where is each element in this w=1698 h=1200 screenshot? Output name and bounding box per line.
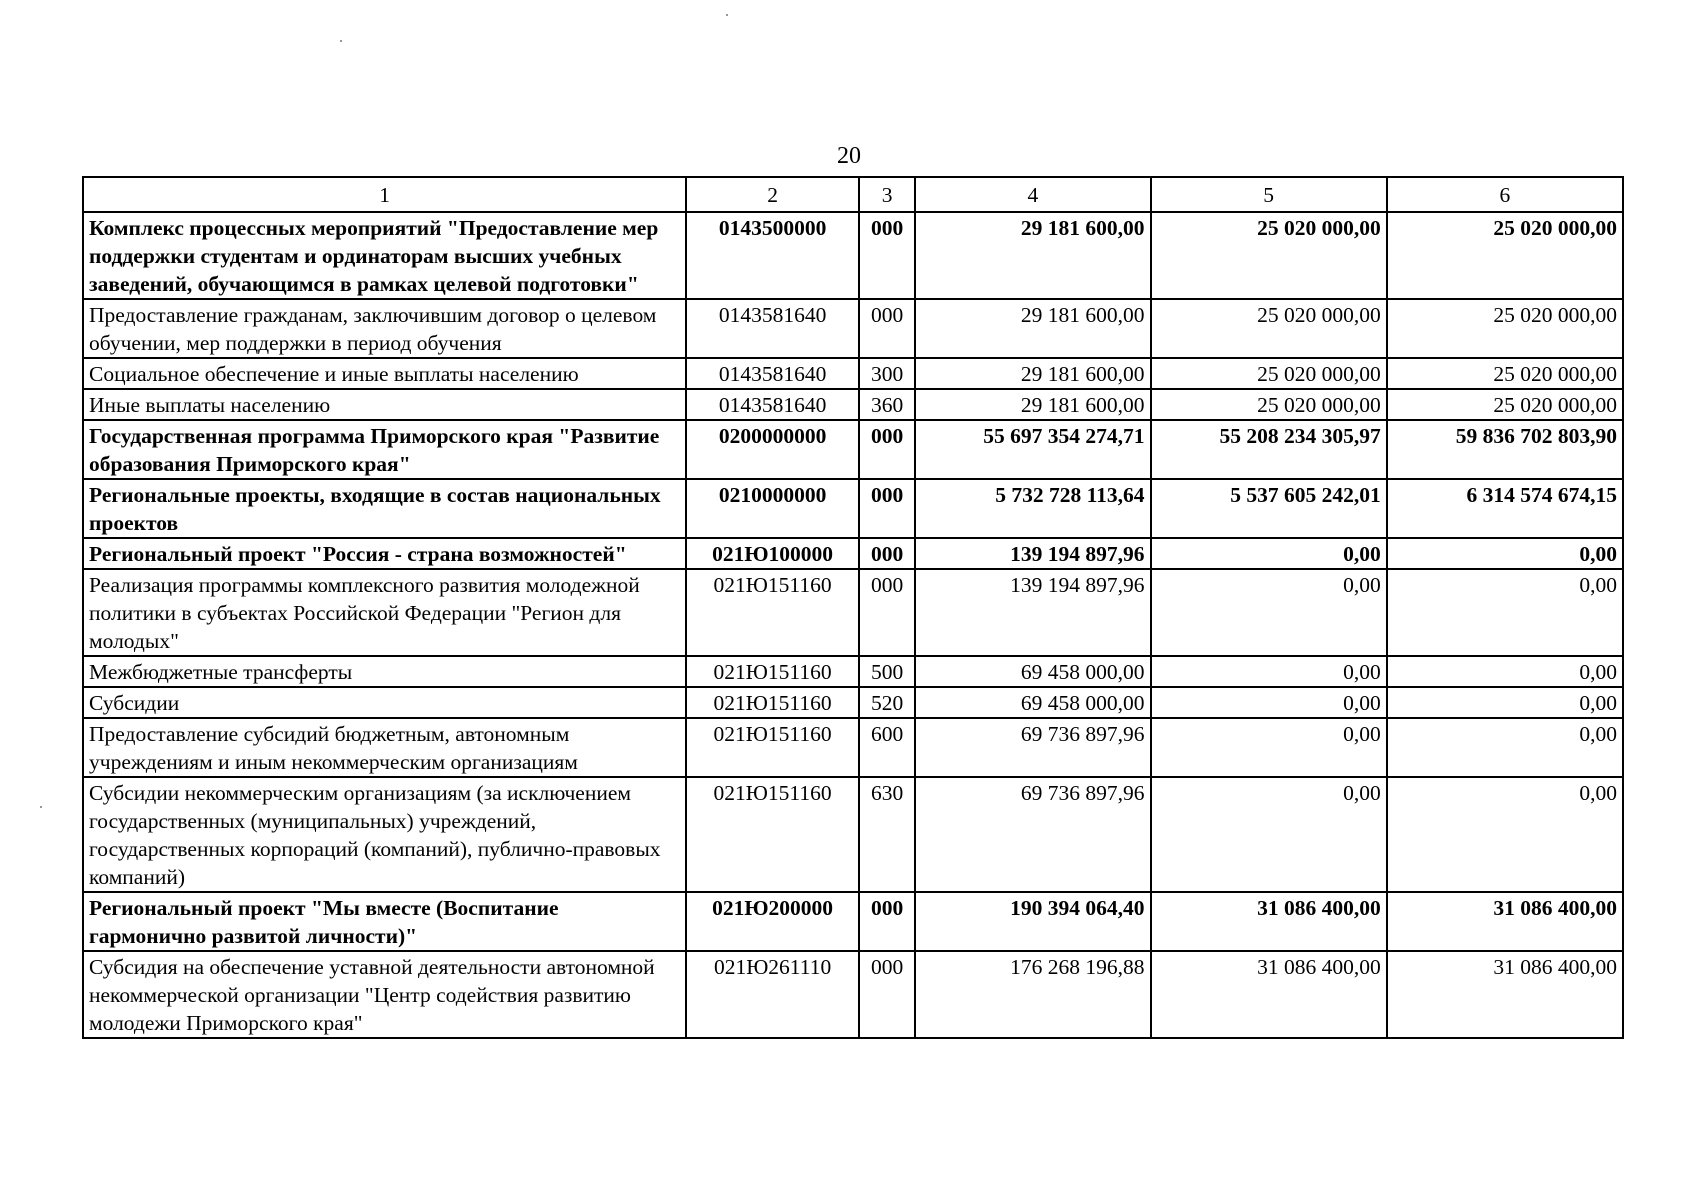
column-header: 2 xyxy=(686,177,859,212)
table-row xyxy=(83,718,1623,777)
row-value-col5: 0,00 xyxy=(1151,538,1387,569)
row-value-col5: 0,00 xyxy=(1151,656,1387,687)
row-value-col5: 0,00 xyxy=(1151,687,1387,718)
row-name-cell: Региональный проект "Мы вместе (Воспитание гармонично развитой личности)" xyxy=(83,892,686,951)
table-row xyxy=(83,951,1623,1038)
row-value-col4: 5 732 728 113,64 xyxy=(915,479,1150,538)
row-code-cell: 021Ю100000 xyxy=(686,538,859,569)
row-kind-cell: 600 xyxy=(859,718,915,777)
row-name-cell: Государственная программа Приморского края "Развитие образования Приморского края" xyxy=(83,420,686,479)
table-header-row xyxy=(83,177,1623,212)
row-value-col6: 0,00 xyxy=(1387,538,1623,569)
row-value-col4: 69 458 000,00 xyxy=(915,656,1150,687)
table-row xyxy=(83,569,1623,656)
row-name-cell: Иные выплаты населению xyxy=(83,389,686,420)
row-value-col6: 0,00 xyxy=(1387,569,1623,656)
row-kind-cell: 360 xyxy=(859,389,915,420)
row-value-col4: 69 736 897,96 xyxy=(915,777,1150,892)
row-kind-cell: 000 xyxy=(859,420,915,479)
row-code-cell: 0210000000 xyxy=(686,479,859,538)
row-kind-cell: 000 xyxy=(859,569,915,656)
row-value-col6: 31 086 400,00 xyxy=(1387,951,1623,1038)
row-value-col6: 25 020 000,00 xyxy=(1387,358,1623,389)
row-value-col6: 25 020 000,00 xyxy=(1387,212,1623,299)
row-value-col5: 31 086 400,00 xyxy=(1151,892,1387,951)
row-name-cell: Региональные проекты, входящие в состав национальных проектов xyxy=(83,479,686,538)
row-kind-cell: 000 xyxy=(859,212,915,299)
row-value-col4: 29 181 600,00 xyxy=(915,358,1150,389)
table-row xyxy=(83,656,1623,687)
row-kind-cell: 000 xyxy=(859,299,915,358)
row-value-col4: 29 181 600,00 xyxy=(915,389,1150,420)
row-name-cell: Предоставление гражданам, заключившим договор о целевом обучении, мер поддержки в период обучения xyxy=(83,299,686,358)
table-row xyxy=(83,212,1623,299)
row-value-col4: 190 394 064,40 xyxy=(915,892,1150,951)
row-value-col5: 25 020 000,00 xyxy=(1151,389,1387,420)
row-name-cell: Социальное обеспечение и иные выплаты населению xyxy=(83,358,686,389)
table-row xyxy=(83,892,1623,951)
budget-table xyxy=(82,176,1624,1039)
table-row xyxy=(83,777,1623,892)
table-row xyxy=(83,420,1623,479)
row-kind-cell: 630 xyxy=(859,777,915,892)
row-code-cell: 021Ю151160 xyxy=(686,718,859,777)
row-value-col5: 25 020 000,00 xyxy=(1151,212,1387,299)
page-number: 20 xyxy=(837,143,861,169)
table-row xyxy=(83,687,1623,718)
row-name-cell: Межбюджетные трансферты xyxy=(83,656,686,687)
row-value-col4: 69 458 000,00 xyxy=(915,687,1150,718)
table-row xyxy=(83,538,1623,569)
row-name-cell: Субсидия на обеспечение уставной деятельности автономной некоммерческой организации "Центр содействия развитию молодежи Приморского края" xyxy=(83,951,686,1038)
scan-speck xyxy=(340,40,342,42)
row-value-col5: 55 208 234 305,97 xyxy=(1151,420,1387,479)
scan-speck xyxy=(40,806,42,808)
row-code-cell: 021Ю151160 xyxy=(686,656,859,687)
row-code-cell: 0143500000 xyxy=(686,212,859,299)
row-value-col6: 31 086 400,00 xyxy=(1387,892,1623,951)
column-header: 4 xyxy=(915,177,1150,212)
row-value-col4: 55 697 354 274,71 xyxy=(915,420,1150,479)
row-value-col4: 139 194 897,96 xyxy=(915,569,1150,656)
row-name-cell: Реализация программы комплексного развития молодежной политики в субъектах Российской Федерации "Регион для молодых" xyxy=(83,569,686,656)
row-value-col6: 25 020 000,00 xyxy=(1387,389,1623,420)
row-value-col4: 139 194 897,96 xyxy=(915,538,1150,569)
row-code-cell: 021Ю200000 xyxy=(686,892,859,951)
row-value-col5: 25 020 000,00 xyxy=(1151,299,1387,358)
row-value-col4: 29 181 600,00 xyxy=(915,212,1150,299)
row-value-col5: 0,00 xyxy=(1151,718,1387,777)
row-code-cell: 0143581640 xyxy=(686,358,859,389)
table-row xyxy=(83,358,1623,389)
row-name-cell: Субсидии xyxy=(83,687,686,718)
row-value-col6: 59 836 702 803,90 xyxy=(1387,420,1623,479)
row-value-col6: 0,00 xyxy=(1387,718,1623,777)
row-code-cell: 0143581640 xyxy=(686,389,859,420)
row-kind-cell: 300 xyxy=(859,358,915,389)
row-value-col5: 31 086 400,00 xyxy=(1151,951,1387,1038)
column-header: 5 xyxy=(1151,177,1387,212)
column-header: 1 xyxy=(83,177,686,212)
row-value-col5: 5 537 605 242,01 xyxy=(1151,479,1387,538)
scan-speck xyxy=(726,14,728,16)
row-kind-cell: 000 xyxy=(859,892,915,951)
row-kind-cell: 000 xyxy=(859,951,915,1038)
row-value-col5: 25 020 000,00 xyxy=(1151,358,1387,389)
column-header: 3 xyxy=(859,177,915,212)
row-code-cell: 021Ю151160 xyxy=(686,569,859,656)
row-kind-cell: 500 xyxy=(859,656,915,687)
row-name-cell: Предоставление субсидий бюджетным, автономным учреждениям и иным некоммерческим организациям xyxy=(83,718,686,777)
row-code-cell: 0200000000 xyxy=(686,420,859,479)
table-row xyxy=(83,299,1623,358)
row-value-col4: 176 268 196,88 xyxy=(915,951,1150,1038)
row-value-col4: 69 736 897,96 xyxy=(915,718,1150,777)
row-value-col6: 0,00 xyxy=(1387,687,1623,718)
row-value-col5: 0,00 xyxy=(1151,777,1387,892)
row-value-col6: 0,00 xyxy=(1387,777,1623,892)
table-row xyxy=(83,479,1623,538)
row-name-cell: Субсидии некоммерческим организациям (за исключением государственных (муниципальных) учреждений, государственных корпораций (компаний), публично-правовых компаний) xyxy=(83,777,686,892)
table-body xyxy=(83,212,1623,1038)
row-value-col4: 29 181 600,00 xyxy=(915,299,1150,358)
row-code-cell: 021Ю151160 xyxy=(686,687,859,718)
row-kind-cell: 000 xyxy=(859,538,915,569)
row-value-col6: 0,00 xyxy=(1387,656,1623,687)
row-name-cell: Региональный проект "Россия - страна возможностей" xyxy=(83,538,686,569)
row-kind-cell: 000 xyxy=(859,479,915,538)
column-header: 6 xyxy=(1387,177,1623,212)
row-value-col6: 6 314 574 674,15 xyxy=(1387,479,1623,538)
row-kind-cell: 520 xyxy=(859,687,915,718)
row-code-cell: 021Ю151160 xyxy=(686,777,859,892)
row-value-col5: 0,00 xyxy=(1151,569,1387,656)
row-name-cell: Комплекс процессных мероприятий "Предоставление мер поддержки студентам и ординаторам высших учебных заведений, обучающимся в рамках целевой подготовки" xyxy=(83,212,686,299)
table-row xyxy=(83,389,1623,420)
row-code-cell: 0143581640 xyxy=(686,299,859,358)
row-code-cell: 021Ю261110 xyxy=(686,951,859,1038)
row-value-col6: 25 020 000,00 xyxy=(1387,299,1623,358)
